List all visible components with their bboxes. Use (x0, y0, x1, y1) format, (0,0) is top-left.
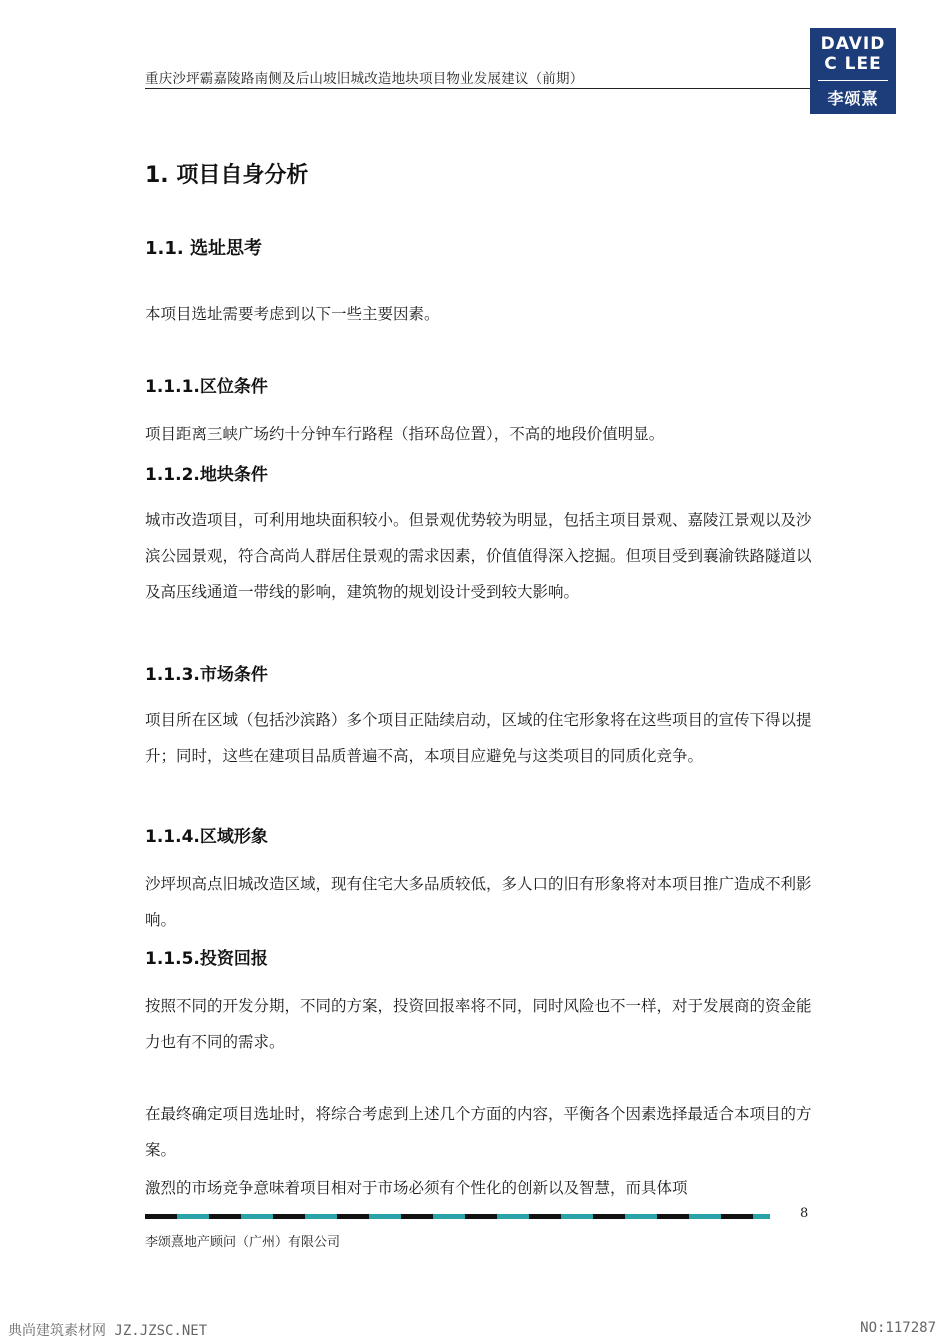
subsection-text-area-image: 沙坪坝高点旧城改造区域，现有住宅大多品质较低，多人口的旧有形象将对本项目推广造成不利影响。 (145, 875, 812, 929)
document-header-title: 重庆沙坪霸嘉陵路南侧及后山坡旧城改造地块项目物业发展建议（前期） (145, 71, 584, 87)
subsection-text-location: 项目距离三峡广场约十分钟车行路程（指环岛位置），不高的地段价值明显。 (145, 425, 665, 443)
footer-rule (145, 1214, 770, 1219)
logo-line-1: DAVID (820, 34, 886, 54)
subsection-heading-area-image: 1.1.4.区域形象 (145, 827, 268, 847)
subsection-heading-investment: 1.1.5.投资回报 (145, 949, 268, 969)
closing-paragraph-1: 在最终确定项目选址时，将综合考虑到上述几个方面的内容，平衡各个因素选择最适合本项目的方案。 (145, 1105, 812, 1159)
subsection-heading-market: 1.1.3.市场条件 (145, 665, 268, 685)
page-number: 8 (800, 1206, 809, 1221)
intro-paragraph: 本项目选址需要考虑到以下一些主要因素。 (145, 305, 440, 323)
subsection-text-market: 项目所在区域（包括沙滨路）多个项目正陆续启动，区域的住宅形象将在这些项目的宣传下得以提升；同时，这些在建项目品质普遍不高，本项目应避免与这类项目的同质化竞争。 (145, 711, 812, 765)
header-rule (145, 88, 810, 89)
closing-paragraph-2: 激烈的市场竞争意味着项目相对于市场必须有个性化的创新以及智慧，而具体项 (145, 1179, 688, 1197)
subsection-text-investment: 按照不同的开发分期，不同的方案，投资回报率将不同，同时风险也不一样，对于发展商的资金能力也有不同的需求。 (145, 997, 812, 1051)
logo-divider (818, 80, 888, 81)
section-heading-1: 1. 项目自身分析 (145, 163, 309, 188)
logo-line-2: C LEE (824, 54, 882, 74)
subsection-heading-plot: 1.1.2.地块条件 (145, 465, 268, 485)
footer-company-name: 李颂熹地产顾问（广州）有限公司 (145, 1235, 341, 1250)
subsection-heading-location: 1.1.1.区位条件 (145, 377, 268, 397)
watermark-left: 典尚建筑素材网 JZ.JZSC.NET (8, 1323, 208, 1339)
company-logo (810, 28, 896, 114)
logo-line-3: 李颂熹 (827, 89, 879, 108)
watermark-right: NO:117287 (860, 1320, 936, 1336)
subsection-text-plot: 城市改造项目，可利用地块面积较小。但景观优势较为明显，包括主项目景观、嘉陵江景观以及沙滨公园景观，符合高尚人群居住景观的需求因素，价值值得深入挖掘。但项目受到襄渝铁路隧道以及高压线通道一带线的影响，建筑物的规划设计受到较大影响。 (145, 511, 812, 601)
section-heading-1-1: 1.1. 选址思考 (145, 238, 262, 259)
